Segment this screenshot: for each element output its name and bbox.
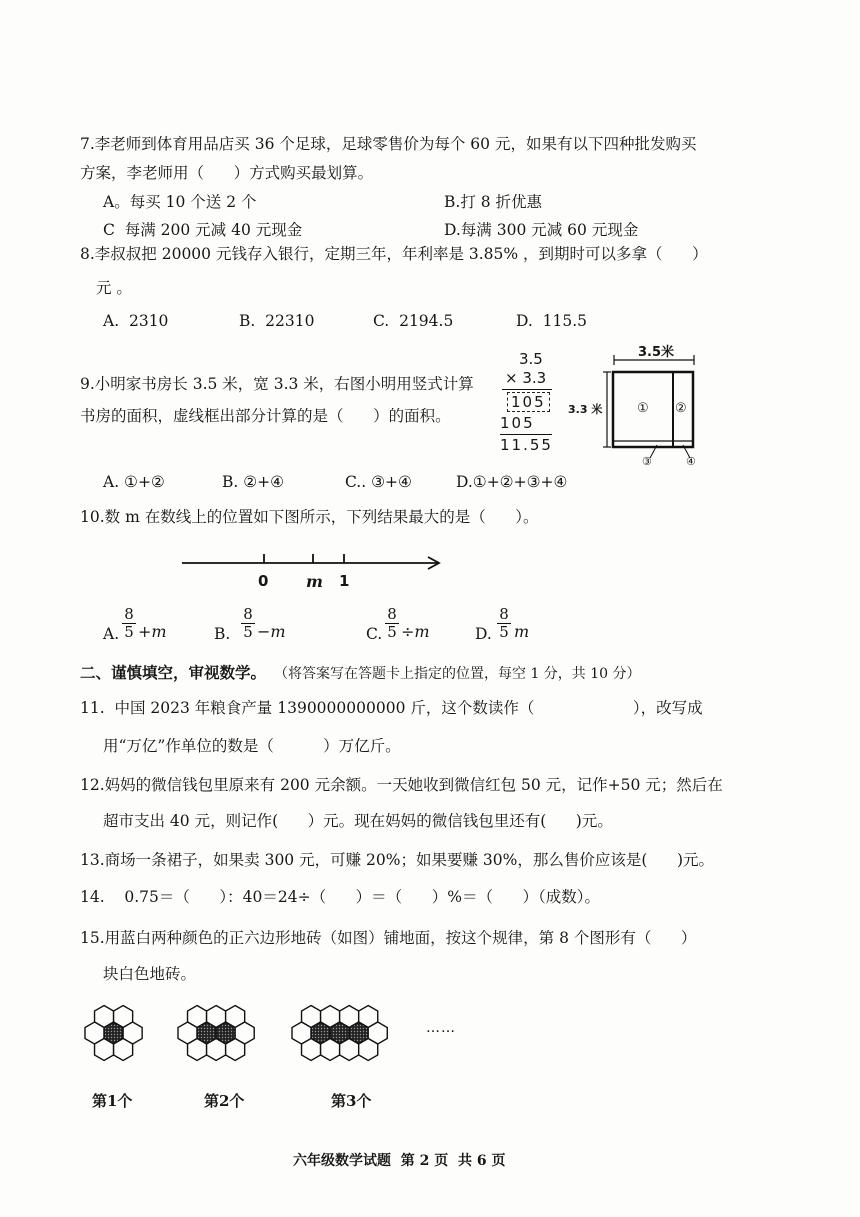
pattern-ellipsis: …… <box>426 1020 456 1036</box>
q8-line1: 8.李叔叔把 20000 元钱存入银行，定期三年，年利率是 3.85% ，到期时可以多拿（ ） <box>80 245 708 263</box>
q10-option-b-label: B. <box>214 625 231 643</box>
q10-option-d-fraction <box>497 606 511 641</box>
number-line-axis <box>180 545 450 575</box>
calc-partial: 105 <box>500 414 535 432</box>
region-2-label: ② <box>675 401 687 416</box>
pattern-label-1: 第1个 <box>92 1092 133 1110</box>
q8-option-d: D. 115.5 <box>516 312 588 330</box>
white-tile <box>359 1039 378 1061</box>
q10-option-d-tail: m <box>514 622 530 641</box>
fraction-denominator: 5 <box>499 623 509 641</box>
fraction-denominator: 5 <box>243 623 253 641</box>
q8-option-b: B. 22310 <box>239 312 315 330</box>
q9-line1: 9.小明家书房长 3.5 米，宽 3.3 米，右图小明用竖式计算 <box>80 375 474 393</box>
room-height-label: 3.3 米 <box>568 403 603 416</box>
q10-option-b-tail: −m <box>257 622 286 641</box>
q13-text: 13.商场一条裙子，如果卖 300 元，可赚 20%；如果要赚 30%，那么售价应该是( )元。 <box>80 851 715 869</box>
region-4-label: ④ <box>686 455 696 468</box>
calc-boxed-partial: 105 <box>507 392 550 412</box>
fraction-numerator: 8 <box>124 605 134 623</box>
q10-option-c-label: C. <box>366 625 383 643</box>
calc-line-1 <box>502 389 552 390</box>
q11-line1: 11. 中国 2023 年粮食产量 1390000000000 斤，这个数读作（ ），改写成 <box>80 699 703 717</box>
q10-option-c-fraction <box>385 606 399 641</box>
region-3-label: ③ <box>642 455 652 468</box>
fraction-numerator: 8 <box>499 605 509 623</box>
white-tile <box>207 1039 226 1061</box>
fraction-numerator: 8 <box>243 605 253 623</box>
white-tile <box>188 1039 207 1061</box>
label-one: 1 <box>339 572 350 590</box>
room-figure <box>566 345 716 470</box>
fraction-numerator: 8 <box>387 605 397 623</box>
fraction-denominator: 5 <box>124 623 134 641</box>
room-width-label: 3.5米 <box>638 345 675 360</box>
q9-option-c: C.. ③+④ <box>345 473 412 491</box>
q10-option-d-label: D. <box>475 625 492 643</box>
section2-title: 二、谨慎填空，审视数学。 <box>80 663 267 682</box>
white-tile <box>340 1039 359 1061</box>
q8-option-a: A. 2310 <box>103 312 169 330</box>
q15-line2: 块白色地砖。 <box>103 965 197 983</box>
q10-option-b-fraction <box>241 606 255 641</box>
white-tile <box>321 1039 340 1061</box>
q10-option-c-tail: ÷m <box>401 622 430 641</box>
q9-option-a: A. ①+② <box>103 473 165 491</box>
q10-option-a-fraction <box>122 606 136 641</box>
q10-option-a-label: A. <box>103 625 120 643</box>
q7-line1: 7.李老师到体育用品店买 36 个足球，足球零售价为每个 60 元，如果有以下四种批发购买 <box>80 135 697 153</box>
hexagon-tiles <box>85 1006 387 1061</box>
q8-option-c: C. 2194.5 <box>373 312 454 330</box>
section2-note: （将答案写在答题卡上指定的位置，每空 1 分，共 10 分） <box>274 666 641 682</box>
q12-line2: 超市支出 40 元，则记作( ）元。现在妈妈的微信钱包里还有( )元。 <box>103 812 613 830</box>
hexagon-pattern-figure <box>80 1000 460 1070</box>
q7-option-c: C 每满 200 元减 40 元现金 <box>103 221 303 239</box>
region-1-label: ① <box>637 401 649 416</box>
label-m: m <box>306 572 323 591</box>
q15-line1: 15.用蓝白两种颜色的正六边形地砖（如图）铺地面，按这个规律，第 8 个图形有（ ） <box>80 929 697 947</box>
q10-line1: 10.数 m 在数线上的位置如下图所示，下列结果最大的是（ ）。 <box>80 508 539 526</box>
q7-line2: 方案，李老师用（ ）方式购买最划算。 <box>80 164 374 182</box>
number-line <box>180 545 450 590</box>
q7-option-b: B.打 8 折优惠 <box>444 193 543 211</box>
page-footer: 六年级数学试题 第 2 页 共 6 页 <box>293 1153 506 1169</box>
q9-option-b: B. ②+④ <box>222 473 285 491</box>
white-tile <box>95 1039 114 1061</box>
pattern-label-2: 第2个 <box>204 1092 245 1110</box>
q10-option-a-tail: +m <box>138 622 167 641</box>
pattern-label-3: 第3个 <box>331 1092 372 1110</box>
q9-option-d: D.①+②+③+④ <box>456 473 568 491</box>
white-tile <box>114 1039 133 1061</box>
calc-line-2 <box>500 434 552 435</box>
q14-text: 14. 0.75＝（ ）：40＝24÷（ ）＝（ ）%＝（ ）（成数）。 <box>80 888 601 906</box>
label-zero: 0 <box>258 572 269 590</box>
fraction-denominator: 5 <box>387 623 397 641</box>
calc-result: 11.55 <box>500 436 553 454</box>
calc-top: 3.5 <box>519 350 543 368</box>
q8-line2: 元 。 <box>96 279 132 297</box>
q12-line1: 12.妈妈的微信钱包里原来有 200 元余额。一天她收到微信红包 50 元，记作+50 元；然后在 <box>80 776 723 794</box>
white-tile <box>302 1039 321 1061</box>
q9-line2: 书房的面积，虚线框出部分计算的是（ ）的面积。 <box>80 407 451 425</box>
white-tile <box>226 1039 245 1061</box>
q7-option-a: A。每买 10 个送 2 个 <box>103 193 257 211</box>
q7-option-d: D.每满 300 元减 60 元现金 <box>444 221 639 239</box>
q11-line2: 用“万亿”作单位的数是（ ）万亿斤。 <box>103 737 401 755</box>
calc-multiplier: × 3.3 <box>505 369 547 387</box>
